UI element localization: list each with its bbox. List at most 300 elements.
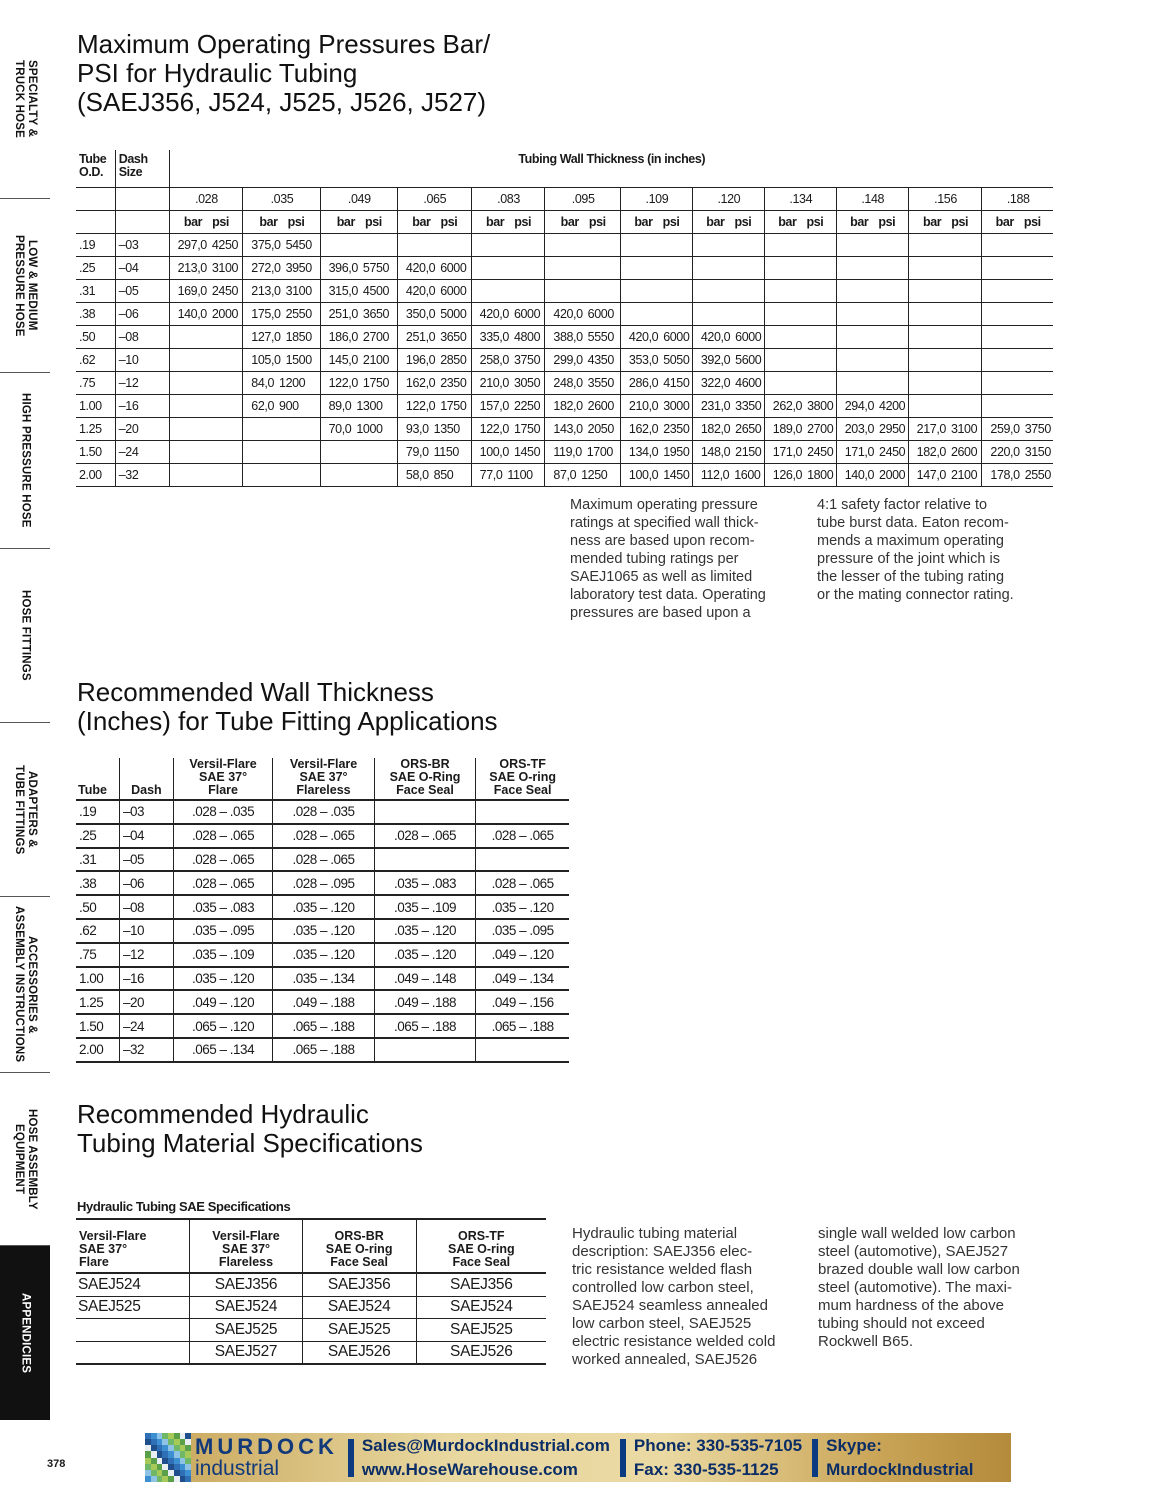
wall-cell: .035 – .109 — [374, 895, 476, 919]
pressure-cell — [692, 326, 764, 349]
material-note-left: Hydraulic tubing material description: SAEJ356 elec- tric resistance welded flash controlled low carbon steel, SAEJ524 seamless annealed low carbon steel, SAEJ525 electric resistance welded cold worked annealed, SAEJ526 — [572, 1225, 776, 1368]
dash-size: –04 — [115, 257, 169, 280]
psi-value: 3050 — [513, 376, 541, 390]
pressure-cell — [620, 441, 692, 464]
pressure-cell — [243, 326, 320, 349]
pressure-cell — [836, 280, 908, 303]
pressure-note-right: 4:1 safety factor relative to tube burst data. Eaton recom- mends a maximum operating pressure of the joint which is the lesser of the tubing rating or the mating connector rating. — [817, 497, 1014, 603]
pressure-cell — [243, 280, 320, 303]
thickness-header: .188 — [982, 188, 1053, 211]
thickness-header: .109 — [620, 188, 692, 211]
dash-size: –03 — [115, 234, 169, 257]
table-row — [76, 800, 569, 824]
banner-email-web — [362, 1434, 610, 1482]
psi-value: 1000 — [356, 422, 383, 436]
col-header-tube: Tube O.D. — [76, 150, 115, 188]
material-cell: SAEJ525 — [416, 1319, 546, 1342]
bar-value: 322,0 — [700, 376, 731, 390]
pressure-cell — [471, 349, 545, 372]
wall-cell: .19 — [76, 800, 120, 824]
psi-value: 1950 — [663, 445, 690, 459]
pressure-cell — [243, 257, 320, 280]
material-cell: SAEJ526 — [416, 1341, 546, 1364]
pressure-cell — [908, 280, 982, 303]
wall-cell: .62 — [76, 919, 120, 943]
pressure-cell — [545, 303, 621, 326]
psi-value: 5450 — [285, 238, 312, 252]
tube-od: .62 — [76, 349, 115, 372]
psi-value: 3550 — [587, 376, 614, 390]
header-blank — [76, 211, 115, 234]
psi-value: 3100 — [285, 284, 312, 298]
wall-cell: .065 – .188 — [273, 1038, 375, 1062]
pressure-cell — [620, 303, 692, 326]
bar-value: 87,0 — [553, 468, 577, 482]
pressure-cell — [320, 303, 397, 326]
unit-psi: psi — [287, 215, 305, 229]
wall-title: Recommended Wall Thickness (Inches) for Tube Fitting Applications — [77, 677, 498, 736]
pressure-cell — [692, 441, 764, 464]
table-row — [76, 418, 1053, 441]
pressure-cell — [471, 257, 545, 280]
bar-value: 134,0 — [628, 445, 659, 459]
sidebar-tab-4[interactable] — [0, 548, 50, 722]
wall-cell: .25 — [76, 824, 120, 848]
unit-bar: bar — [560, 215, 579, 229]
bar-value: 77,0 — [479, 468, 503, 482]
sidebar-tab-label: APPENDICIES — [19, 1292, 32, 1374]
tube-od: .75 — [76, 372, 115, 395]
pressure-cell — [397, 372, 471, 395]
bar-value: 100,0 — [479, 445, 509, 459]
pressure-cell — [397, 326, 471, 349]
wall-cell: .065 – .188 — [476, 1014, 569, 1038]
material-cell: SAEJ525 — [190, 1319, 302, 1342]
email-link[interactable]: Sales@MurdockIndustrial.com — [361, 1435, 610, 1455]
sidebar-tab-5[interactable] — [0, 722, 50, 896]
wall-cell: –20 — [120, 990, 174, 1014]
pressure-cell — [397, 395, 471, 418]
psi-value: 6000 — [663, 330, 690, 344]
unit-psi: psi — [951, 215, 969, 229]
bar-value: 420,0 — [405, 261, 436, 275]
wall-cell: –10 — [120, 919, 174, 943]
sidebar-tab-label: ADAPTERS & TUBE FITTINGS — [13, 764, 38, 855]
sidebar-tab-7[interactable] — [0, 1072, 50, 1245]
material-col-header: ORS-BR SAE O-ring Face Seal — [302, 1219, 416, 1273]
table-row — [76, 395, 1053, 418]
psi-value: 3650 — [362, 307, 390, 321]
pressure-cell — [545, 418, 621, 441]
dash-size: –12 — [115, 372, 169, 395]
pressure-cell — [620, 418, 692, 441]
wall-cell: .028 – .065 — [476, 824, 569, 848]
pressure-cell — [169, 303, 243, 326]
wall-cell: .028 – .065 — [173, 871, 272, 895]
psi-value: 6000 — [440, 261, 467, 275]
pressure-cell — [982, 395, 1053, 418]
unit-header — [908, 211, 982, 234]
banner-skype — [826, 1434, 973, 1482]
psi-value: 1200 — [279, 376, 306, 390]
pressure-cell — [545, 326, 621, 349]
wall-cell: .035 – .120 — [476, 895, 569, 919]
pressure-cell — [692, 234, 764, 257]
psi-value: 2350 — [440, 376, 467, 390]
unit-header — [243, 211, 320, 234]
pressure-cell — [397, 303, 471, 326]
table-row — [76, 967, 569, 991]
bar-value: 147,0 — [916, 468, 946, 482]
pressure-cell — [169, 441, 243, 464]
bar-value: 140,0 — [844, 468, 875, 482]
wall-cell: .035 – .083 — [374, 871, 476, 895]
header-blank — [115, 188, 169, 211]
pressure-cell — [471, 234, 545, 257]
bar-value: 84,0 — [251, 376, 275, 390]
unit-header — [620, 211, 692, 234]
fax-number: Fax: 330-535-1125 — [633, 1459, 779, 1479]
unit-header — [545, 211, 621, 234]
wall-cell: .049 – .134 — [476, 967, 569, 991]
thickness-header: .134 — [764, 188, 836, 211]
bar-value: 258,0 — [479, 353, 509, 367]
bar-value: 148,0 — [700, 445, 731, 459]
psi-value: 3650 — [440, 330, 467, 344]
sidebar-tab-8[interactable] — [0, 1245, 50, 1420]
pressure-cell — [908, 257, 982, 280]
wall-cell: –08 — [120, 895, 174, 919]
pressure-table — [76, 150, 1053, 487]
wall-cell: .049 – .148 — [374, 967, 476, 991]
psi-value: 2600 — [587, 399, 614, 413]
wall-cell: .049 – .188 — [374, 990, 476, 1014]
bar-value: 100,0 — [628, 468, 659, 482]
table-row — [76, 895, 569, 919]
thickness-header: .049 — [320, 188, 397, 211]
wall-cell: .50 — [76, 895, 120, 919]
psi-value: 2350 — [663, 422, 690, 436]
phone-number: Phone: 330-535-7105 — [633, 1435, 803, 1455]
wall-cell: .065 – .120 — [173, 1014, 272, 1038]
psi-value: 6000 — [735, 330, 762, 344]
wall-thickness-table — [76, 758, 569, 1063]
pressure-cell — [471, 418, 545, 441]
pressure-cell — [764, 326, 836, 349]
pressure-cell — [169, 464, 243, 487]
pressure-cell — [692, 418, 764, 441]
wall-thickness-header: Tubing Wall Thickness (in inches) — [169, 150, 1053, 188]
unit-header — [692, 211, 764, 234]
pressure-cell — [836, 303, 908, 326]
wall-cell — [476, 800, 569, 824]
pressure-cell — [836, 441, 908, 464]
psi-value: 2950 — [879, 422, 906, 436]
pressure-cell — [545, 349, 621, 372]
pressure-cell — [169, 326, 243, 349]
table-row — [76, 234, 1053, 257]
pressure-cell — [982, 464, 1053, 487]
psi-value: 1850 — [285, 330, 312, 344]
material-title: Recommended Hydraulic Tubing Material Specifications — [77, 1099, 423, 1158]
sidebar-tab-2[interactable] — [0, 198, 50, 372]
pressure-cell — [982, 372, 1053, 395]
tube-od: .25 — [76, 257, 115, 280]
pressure-cell — [169, 280, 243, 303]
table-row — [76, 326, 1053, 349]
bar-value: 213,0 — [251, 284, 281, 298]
thickness-header: .095 — [545, 188, 621, 211]
pressure-cell — [243, 464, 320, 487]
pressure-cell — [169, 418, 243, 441]
bar-value: 157,0 — [479, 399, 509, 413]
thickness-header: .083 — [471, 188, 545, 211]
pressure-cell — [320, 257, 397, 280]
pressure-cell — [169, 372, 243, 395]
bar-value: 388,0 — [553, 330, 583, 344]
unit-header — [320, 211, 397, 234]
pressure-cell — [836, 464, 908, 487]
pressure-cell — [836, 326, 908, 349]
unit-bar: bar — [259, 215, 278, 229]
bar-value: 186,0 — [328, 330, 358, 344]
pressure-cell — [545, 234, 621, 257]
wall-cell: –05 — [120, 848, 174, 872]
pressure-cell — [397, 418, 471, 441]
wall-cell: .035 – .120 — [374, 943, 476, 967]
psi-value: 3100 — [211, 261, 239, 275]
psi-value: 6000 — [513, 307, 541, 321]
material-col-header: Versil-Flare SAE 37° Flare — [76, 1219, 190, 1273]
bar-value: 396,0 — [328, 261, 358, 275]
wall-cell: 1.50 — [76, 1014, 120, 1038]
wall-col-header: Versil-Flare SAE 37° Flareless — [273, 758, 375, 800]
wall-cell: .028 – .095 — [273, 871, 375, 895]
bar-value: 210,0 — [628, 399, 659, 413]
sidebar-tab-1[interactable] — [0, 0, 50, 198]
section-sidebar — [0, 0, 50, 1420]
pressure-cell — [620, 234, 692, 257]
table-row — [76, 943, 569, 967]
pressure-note-left: Maximum operating pressure ratings at specified wall thick- ness are based upon recom- mended tubing ratings per SAEJ1065 as well as limited laboratory test data. Operating pressures are based upon a — [570, 497, 766, 621]
psi-value: 2050 — [587, 422, 614, 436]
sidebar-tab-3[interactable] — [0, 372, 50, 548]
bar-value: 375,0 — [251, 238, 281, 252]
pressure-cell — [982, 234, 1053, 257]
pressure-cell — [620, 326, 692, 349]
bar-value: 122,0 — [405, 399, 436, 413]
bar-value: 58,0 — [405, 468, 429, 482]
header-blank — [115, 211, 169, 234]
pressure-cell — [169, 234, 243, 257]
wall-col-header: Versil-Flare SAE 37° Flare — [173, 758, 272, 800]
tube-od: 1.25 — [76, 418, 115, 441]
table-row — [76, 990, 569, 1014]
bar-value: 251,0 — [405, 330, 436, 344]
bar-value: 335,0 — [479, 330, 509, 344]
logo-word-murdock: MURDOCK — [195, 1433, 338, 1459]
psi-value: 1700 — [586, 445, 613, 459]
pressure-cell — [836, 349, 908, 372]
bar-value: 175,0 — [251, 307, 281, 321]
unit-header — [397, 211, 471, 234]
table-row — [76, 919, 569, 943]
table-row — [76, 280, 1053, 303]
dash-size: –05 — [115, 280, 169, 303]
bar-value: 392,0 — [700, 353, 731, 367]
psi-value: 2150 — [735, 445, 762, 459]
website-link[interactable]: www.HoseWarehouse.com — [361, 1459, 578, 1479]
wall-cell: .028 – .065 — [173, 824, 272, 848]
pressure-cell — [243, 418, 320, 441]
psi-value: 1300 — [356, 399, 383, 413]
table-row — [76, 372, 1053, 395]
material-cell: SAEJ527 — [190, 1341, 302, 1364]
wall-cell: –06 — [120, 871, 174, 895]
psi-value: 3800 — [807, 399, 834, 413]
pressure-cell — [836, 418, 908, 441]
pressure-cell — [982, 257, 1053, 280]
psi-value: 4600 — [735, 376, 762, 390]
pressure-cell — [692, 280, 764, 303]
pressure-cell — [243, 303, 320, 326]
material-subheading: Hydraulic Tubing SAE Specifications — [77, 1199, 291, 1214]
psi-value: 2850 — [440, 353, 467, 367]
bar-value: 286,0 — [628, 376, 659, 390]
pressure-cell — [545, 280, 621, 303]
psi-value: 1750 — [362, 376, 390, 390]
psi-value: 1350 — [433, 422, 460, 436]
psi-value: 900 — [279, 399, 299, 413]
psi-value: 1750 — [440, 399, 467, 413]
unit-bar: bar — [412, 215, 431, 229]
pressure-cell — [764, 280, 836, 303]
bar-value: 93,0 — [405, 422, 429, 436]
unit-psi: psi — [364, 215, 382, 229]
psi-value: 1600 — [734, 468, 761, 482]
psi-value: 3750 — [1024, 422, 1051, 436]
tube-od: .19 — [76, 234, 115, 257]
bar-value: 145,0 — [328, 353, 358, 367]
pressure-cell — [620, 464, 692, 487]
psi-value: 2000 — [879, 468, 906, 482]
bar-value: 299,0 — [553, 353, 583, 367]
bar-value: 189,0 — [772, 422, 803, 436]
material-cell: SAEJ526 — [302, 1341, 416, 1364]
wall-cell: .75 — [76, 943, 120, 967]
wall-cell: –16 — [120, 967, 174, 991]
wall-col-header: ORS-BR SAE O-Ring Face Seal — [374, 758, 476, 800]
pressure-cell — [692, 257, 764, 280]
pressure-cell — [908, 303, 982, 326]
wall-cell: –03 — [120, 800, 174, 824]
psi-value: 3950 — [285, 261, 312, 275]
unit-header — [169, 211, 243, 234]
pressure-cell — [545, 464, 621, 487]
unit-psi: psi — [514, 215, 532, 229]
pressure-cell — [320, 441, 397, 464]
unit-bar: bar — [634, 215, 653, 229]
bar-value: 420,0 — [405, 284, 436, 298]
pressure-cell — [545, 395, 621, 418]
bar-value: 122,0 — [328, 376, 358, 390]
pressure-cell — [764, 349, 836, 372]
bar-value: 143,0 — [553, 422, 583, 436]
unit-bar: bar — [850, 215, 869, 229]
table-row — [76, 349, 1053, 372]
pressure-cell — [397, 349, 471, 372]
material-cell: SAEJ356 — [302, 1273, 416, 1296]
table-row — [76, 257, 1053, 280]
table-row — [76, 1273, 546, 1296]
psi-value: 1450 — [513, 445, 541, 459]
wall-cell: –04 — [120, 824, 174, 848]
sidebar-tab-6[interactable] — [0, 896, 50, 1072]
material-cell: SAEJ356 — [190, 1273, 302, 1296]
psi-value: 1150 — [433, 445, 459, 459]
pressure-cell — [243, 234, 320, 257]
pressure-cell — [764, 464, 836, 487]
banner-divider — [812, 1439, 818, 1477]
pressure-cell — [397, 234, 471, 257]
wall-cell: .035 – .120 — [374, 919, 476, 943]
psi-value: 6000 — [440, 284, 467, 298]
wall-col-header: ORS-TF SAE O-ring Face Seal — [476, 758, 569, 800]
wall-cell — [374, 1038, 476, 1062]
bar-value: 420,0 — [628, 330, 659, 344]
material-cell: SAEJ356 — [416, 1273, 546, 1296]
bar-value: 420,0 — [553, 307, 583, 321]
pressure-cell — [836, 395, 908, 418]
bar-value: 420,0 — [700, 330, 731, 344]
pressure-cell — [908, 326, 982, 349]
table-row — [76, 871, 569, 895]
psi-value: 5050 — [663, 353, 690, 367]
skype-id: MurdockIndustrial — [826, 1459, 974, 1479]
pressure-cell — [320, 372, 397, 395]
pressure-cell — [764, 418, 836, 441]
table-row — [76, 1319, 546, 1342]
unit-psi: psi — [1023, 215, 1041, 229]
material-col-header: Versil-Flare SAE 37° Flareless — [190, 1219, 302, 1273]
psi-value: 5550 — [587, 330, 614, 344]
pressure-cell — [982, 280, 1053, 303]
pressure-cell — [908, 441, 982, 464]
pressure-cell — [908, 349, 982, 372]
wall-cell: .065 – .188 — [374, 1014, 476, 1038]
pressure-cell — [908, 464, 982, 487]
unit-bar: bar — [183, 215, 203, 229]
table-row — [76, 303, 1053, 326]
psi-value: 850 — [433, 468, 454, 482]
wall-cell: .028 – .035 — [273, 800, 375, 824]
unit-psi: psi — [878, 215, 896, 229]
wall-cell: .049 – .156 — [476, 990, 569, 1014]
wall-cell: .028 – .065 — [273, 848, 375, 872]
bar-value: 297,0 — [177, 238, 207, 252]
pressure-cell — [620, 280, 692, 303]
bar-value: 262,0 — [772, 399, 803, 413]
pressure-cell — [397, 257, 471, 280]
wall-cell — [374, 800, 476, 824]
dash-size: –24 — [115, 441, 169, 464]
pressure-cell — [320, 464, 397, 487]
bar-value: 89,0 — [328, 399, 352, 413]
bar-value: 248,0 — [553, 376, 583, 390]
table-row — [76, 464, 1053, 487]
table-row — [76, 441, 1053, 464]
psi-value: 3350 — [735, 399, 762, 413]
